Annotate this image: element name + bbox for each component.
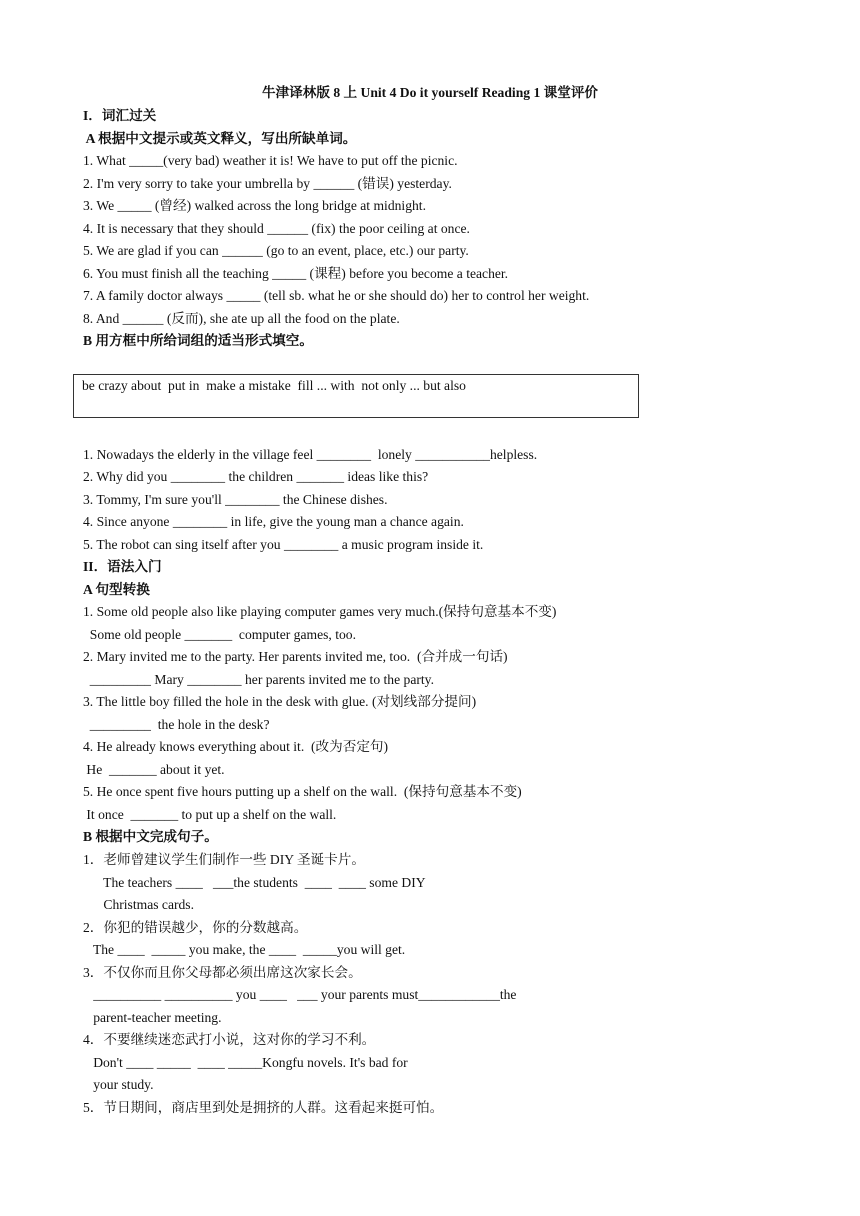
section1-partA-heading: A 根据中文提示或英文释义，写出所缺单词。 [83, 131, 357, 146]
translate-line: 4．不要继续迷恋武打小说，这对你的学习不利。 [83, 1032, 376, 1047]
transform-line: 4. He already knows everything about it. (改为否定句) [83, 739, 389, 754]
phrase-item: 5. The robot can sing itself after you ________ a music program inside it. [83, 537, 484, 552]
translate-line: 3．不仅你而且你父母都必须出席这次家长会。 [83, 965, 362, 980]
section1-heading: I．词汇过关 [83, 108, 157, 123]
section1-partB-heading: B 用方框中所给词组的适当形式填空。 [83, 333, 313, 348]
vocab-item: 6. You must finish all the teaching _____ (课程) before you become a teacher. [83, 266, 509, 281]
transform-line: He _______ about it yet. [83, 762, 225, 777]
translate-line: Christmas cards. [83, 897, 195, 912]
transform-line: 3. The little boy filled the hole in the desk with glue. (对划线部分提问) [83, 694, 477, 709]
vocab-item: 5. We are glad if you can ______ (go to an event, place, etc.) our party. [83, 243, 469, 258]
transform-line: 5. He once spent five hours putting up a shelf on the wall. (保持句意基本不变) [83, 784, 522, 799]
translate-line: The teachers ____ ___the students ____ ____ some DIY [83, 875, 426, 890]
phrase-item: 4. Since anyone ________ in life, give the young man a chance again. [83, 514, 464, 529]
phrase-box [73, 374, 639, 418]
translate-line: your study. [83, 1077, 154, 1092]
vocab-item: 3. We _____ (曾经) walked across the long bridge at midnight. [83, 198, 426, 213]
translate-line: 1．老师曾建议学生们制作一些 DIY 圣诞卡片。 [83, 852, 365, 867]
translate-line: 2．你犯的错误越少，你的分数越高。 [83, 920, 308, 935]
phrase-item: 1. Nowadays the elderly in the village feel ________ lonely ___________helpless. [83, 447, 538, 462]
section2-partB-heading: B 根据中文完成句子。 [83, 829, 218, 844]
section2-heading: II．语法入门 [83, 559, 162, 574]
vocab-item: 4. It is necessary that they should ______ (fix) the poor ceiling at once. [83, 221, 470, 236]
translate-line: 5．节日期间，商店里到处是拥挤的人群。这看起来挺可怕。 [83, 1100, 444, 1115]
phrase-item: 3. Tommy, I'm sure you'll ________ the Chinese dishes. [83, 492, 388, 507]
phrase-box-text: be crazy about put in make a mistake fill ... with not only ... but also [82, 378, 466, 393]
translate-line: __________ __________ you ____ ___ your parents must____________the [83, 987, 517, 1002]
translate-line: Don't ____ _____ ____ _____Kongfu novels. It's bad for [83, 1055, 408, 1070]
page-title: 牛津译林版 8 上 Unit 4 Do it yourself Reading 1 课堂评价 [261, 85, 599, 100]
transform-line: _________ the hole in the desk? [83, 717, 270, 732]
transform-line: Some old people _______ computer games, too. [83, 627, 356, 642]
vocab-item: 8. And ______ (反而), she ate up all the food on the plate. [83, 311, 400, 326]
vocab-item: 2. I'm very sorry to take your umbrella by ______ (错误) yesterday. [83, 176, 452, 191]
translate-line: parent-teacher meeting. [83, 1010, 222, 1025]
transform-line: It once _______ to put up a shelf on the wall. [83, 807, 337, 822]
transform-line: 1. Some old people also like playing computer games very much.(保持句意基本不变) [83, 604, 557, 619]
phrase-item: 2. Why did you ________ the children _______ ideas like this? [83, 469, 429, 484]
section2-partA-heading: A 句型转换 [83, 582, 150, 597]
translate-line: The ____ _____ you make, the ____ _____you will get. [83, 942, 406, 957]
transform-line: 2. Mary invited me to the party. Her parents invited me, too. (合并成一句话) [83, 649, 508, 664]
transform-line: _________ Mary ________ her parents invited me to the party. [83, 672, 434, 687]
vocab-item: 7. A family doctor always _____ (tell sb. what he or she should do) her to control her weight. [83, 288, 590, 303]
vocab-item: 1. What _____(very bad) weather it is! We have to put off the picnic. [83, 153, 458, 168]
